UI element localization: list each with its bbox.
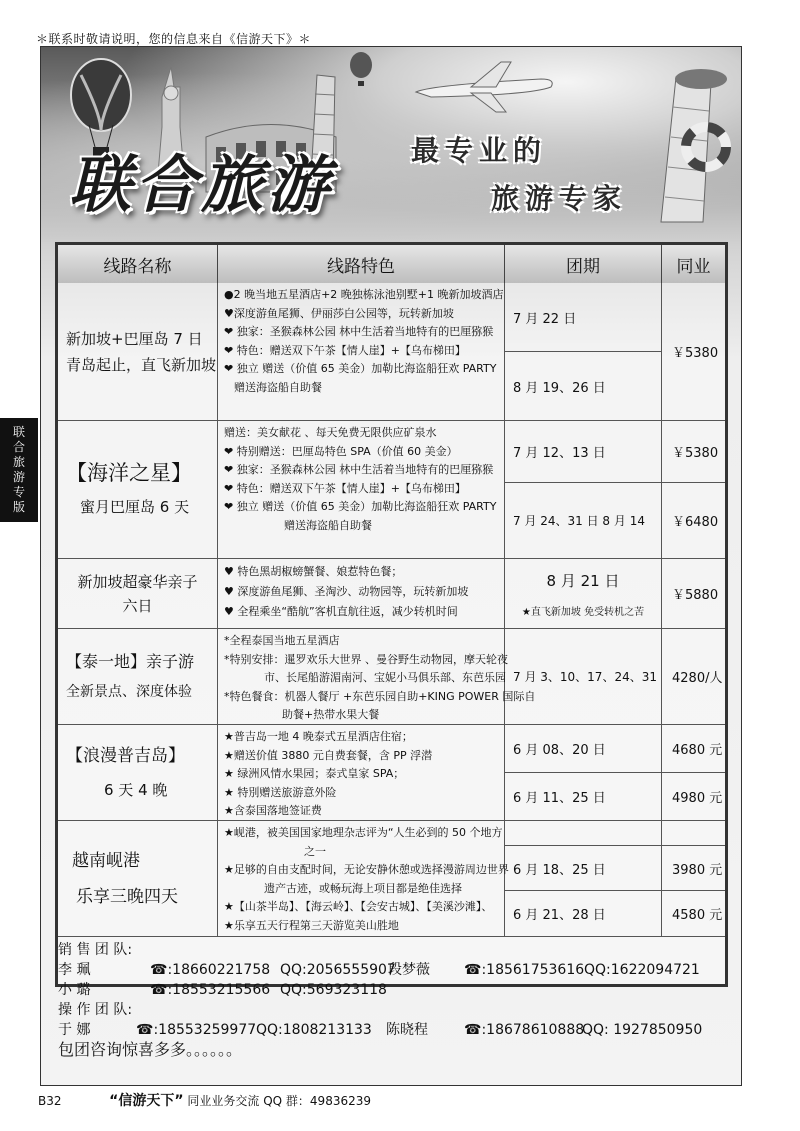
feature-line: ❤ 独家：圣猴森林公园 林中生活着当地特有的巴厘猕猴 xyxy=(224,463,494,476)
contact-phone: ☎:18561753616 xyxy=(464,962,585,978)
ops-heading: 操 作 团 队: xyxy=(58,1002,133,1018)
tour-date: 6 月 08、20 日 xyxy=(505,725,662,773)
header-dates: 团期 xyxy=(505,245,662,283)
feature-line: ★【山茶半岛】、【海云岭】、【会安古城】、【美溪沙滩】、 xyxy=(224,900,493,913)
feature-line: 赠送：美女献花 、每天免费无限供应矿泉水 xyxy=(224,426,437,439)
tour-price: 3980 元 xyxy=(662,845,725,891)
feature-line: ♥ 深度游鱼尾狮、圣淘沙、动物园等，玩转新加坡 xyxy=(224,585,469,598)
tour-price: 4580 元 xyxy=(662,891,725,937)
header-price: 同业 xyxy=(662,245,725,283)
route-name-line: 全新景点、深度体验 xyxy=(66,683,192,700)
tour-date: 7 月 3、10、17、24、31 xyxy=(505,629,662,725)
tour-date: 6 月 21、28 日 xyxy=(505,891,662,937)
feature-line: ♥深度游鱼尾狮、伊丽莎白公园等，玩转新加坡 xyxy=(224,306,454,320)
feature-line: 赠送海盗船自助餐 xyxy=(234,380,322,394)
page-frame xyxy=(40,46,742,1086)
tour-price: ￥5380 xyxy=(662,283,725,421)
feature-line: ♥ 全程乘坐“酷航”客机直航往返，减少转机时间 xyxy=(224,605,458,618)
contact-phone: ☎:18678610888 xyxy=(464,1022,585,1038)
contact-qq: QQ: 1927850950 xyxy=(582,1022,703,1038)
contact-qq: QQ:1808213133 xyxy=(256,1022,372,1038)
date-spacer xyxy=(505,821,662,845)
route-name-line: 蜜月巴厘岛 6 天 xyxy=(80,497,190,516)
side-tab-char: 专 xyxy=(12,485,25,499)
contact-phone: ☎:18553259977 xyxy=(136,1022,257,1038)
side-tab xyxy=(0,418,38,522)
tour-date-cell xyxy=(505,559,662,629)
feature-line: *特别安排：暹罗欢乐大世界 、曼谷野生动物园，摩天轮夜 xyxy=(224,652,508,666)
tour-price: 4680 元 xyxy=(662,725,725,773)
small-balloon-icon xyxy=(346,51,376,91)
contact-qq: QQ:1622094721 xyxy=(584,962,700,978)
route-features xyxy=(218,421,505,559)
side-tab-char: 联 xyxy=(12,425,25,439)
feature-line: 市、长尾船游湄南河、宝妮小马俱乐部、东芭乐园 xyxy=(264,671,506,684)
contact-name: 小 璐 xyxy=(58,982,91,998)
route-features xyxy=(218,559,505,629)
closing-text: 包团咨询惊喜多多。。。。。。 xyxy=(58,1040,243,1059)
contact-qq: QQ:2056555907 xyxy=(280,962,396,978)
contacts xyxy=(58,940,738,1060)
tour-date: 8 月 19、26 日 xyxy=(505,352,662,421)
tour-price: 4980 元 xyxy=(662,773,725,821)
feature-line: ●2 晚当地五星酒店+2 晚独栋泳池别墅+1 晚新加坡酒店 xyxy=(224,288,504,301)
contact-phone: ☎:18660221758 xyxy=(150,962,271,978)
tour-price: 4280/人 xyxy=(662,629,725,725)
feature-line: 之一 xyxy=(304,844,326,858)
route-name-line: 【泰一地】亲子游 xyxy=(66,651,195,671)
tour-date: 7 月 24、31 日 8 月 14 xyxy=(505,483,662,559)
tour-date: 6 月 11、25 日 xyxy=(505,773,662,821)
side-tab-char: 版 xyxy=(12,500,25,514)
feature-line: ❤ 独立 赠送（价值 65 美金）加勒比海盗船狂欢 PARTY xyxy=(224,500,497,513)
route-name xyxy=(58,821,218,937)
tour-price: ￥5880 xyxy=(662,559,725,629)
feature-line: ★ 特別赠送旅游意外险 xyxy=(224,785,337,799)
feature-line: *特色餐食：机器人餐厅 +东芭乐园自助+KING POWER 国际自 xyxy=(224,689,536,703)
tour-price: ￥5380 xyxy=(662,421,725,483)
feature-line: ★含泰国落地签证费 xyxy=(224,804,322,817)
feature-line: ★足够的自由支配时间，无论安静休憩或选择漫游周边世界 xyxy=(224,863,509,876)
contact-name: 于 娜 xyxy=(58,1022,91,1038)
route-name-line: 越南岘港 xyxy=(72,850,140,871)
contact-qq: QQ:569323118 xyxy=(280,982,387,998)
route-table xyxy=(55,242,728,987)
feature-line: ★乐享五天行程第三天游览美山胜地 xyxy=(224,918,399,932)
brand-title: 联合旅游 xyxy=(69,148,334,221)
route-name xyxy=(58,725,218,821)
route-name-line: 六日 xyxy=(122,596,153,615)
tour-price: ￥6480 xyxy=(662,483,725,559)
route-name-line: 乐享三晚四天 xyxy=(76,886,178,907)
contact-name: 陈晓程 xyxy=(386,1022,428,1038)
page-number: B32 xyxy=(38,1094,62,1108)
feature-line: ★ 绿洲风情水果园；泰式皇家 SPA； xyxy=(224,767,405,780)
slogan-line1: 最专业的 xyxy=(411,134,548,167)
contact-name: 段梦薇 xyxy=(388,962,430,978)
feature-line: ❤ 特色：赠送双下午茶【情人崖】+【乌布梯田】 xyxy=(224,481,466,495)
tour-date: 7 月 22 日 xyxy=(505,283,662,352)
footer-brand: “信游天下” xyxy=(109,1093,184,1109)
feature-line: *全程泰国当地五星酒店 xyxy=(224,634,340,647)
airplane-icon xyxy=(411,57,561,117)
top-note: ＊联系时敬请说明，您的信息来自《信游天下》＊ xyxy=(36,32,312,46)
side-tab-char: 旅 xyxy=(12,455,25,469)
sales-heading: 销 售 团 队: xyxy=(58,942,133,958)
tour-date-note: ★直飞新加坡 免受转机之苦 xyxy=(521,606,645,618)
route-name-line: 青岛起止，直飞新加坡 xyxy=(66,355,217,374)
tour-date: 7 月 12、13 日 xyxy=(505,421,662,483)
feature-line: ★岘港，被美国国家地理杂志评为“人生必到的 50 个地方 xyxy=(224,826,503,839)
feature-line: ❤ 特色：赠送双下午茶【情人崖】+【乌布梯田】 xyxy=(224,343,466,357)
route-name-line: 【海洋之星】 xyxy=(66,460,192,485)
route-name xyxy=(58,421,218,559)
feature-line: ♥ 特色黑胡椒螃蟹餐、娘惹特色餐； xyxy=(224,565,403,578)
header-route-features: 线路特色 xyxy=(218,245,505,283)
feature-line: ❤ 特别赠送：巴厘岛特色 SPA（价值 60 美金） xyxy=(224,444,458,458)
route-features xyxy=(218,725,505,821)
price-spacer xyxy=(662,821,725,845)
route-features xyxy=(218,821,509,937)
feature-line: 赠送海盗船自助餐 xyxy=(284,518,372,532)
banner xyxy=(41,47,741,242)
route-name xyxy=(58,629,218,725)
feature-line: ❤ 独立 赠送（价值 65 美金）加勒比海盗船狂欢 PARTY xyxy=(224,362,497,375)
route-features xyxy=(218,283,505,421)
side-tab-char: 合 xyxy=(12,440,25,454)
route-name-line: 新加坡+巴厘岛 7 日 xyxy=(66,329,203,348)
feature-line: 助餐+热带水果大餐 xyxy=(282,708,380,721)
route-name xyxy=(58,283,218,421)
feature-line: ★赠送价值 3880 元自费套餐，含 PP 浮潜 xyxy=(224,748,433,762)
route-name-line: 新加坡超豪华亲子 xyxy=(77,572,198,591)
route-name-line: 6 天 4 晚 xyxy=(104,780,168,799)
route-features xyxy=(218,629,536,725)
feature-line: ★普吉岛一地 4 晚泰式五星酒店住宿； xyxy=(224,730,413,743)
route-name-line: 【浪漫普吉岛】 xyxy=(66,745,185,766)
contact-phone: ☎:18553215566 xyxy=(150,982,271,998)
header-route-name: 线路名称 xyxy=(58,245,218,283)
footer xyxy=(38,1090,371,1110)
slogan-line2: 旅游专家 xyxy=(491,182,628,215)
feature-line: 遗产古迹，或畅玩海上项目都是绝佳选择 xyxy=(264,881,462,895)
tour-date: 8 月 21 日 xyxy=(546,571,620,590)
contact-name: 李 珮 xyxy=(58,962,91,978)
route-name xyxy=(58,559,218,629)
tour-date: 6 月 18、25 日 xyxy=(505,845,662,891)
footer-text: 同业业务交流 QQ 群：49836239 xyxy=(187,1094,372,1108)
side-tab-char: 游 xyxy=(12,470,25,484)
life-ring-icon xyxy=(681,117,731,177)
feature-line: ❤ 独家：圣猴森林公园 林中生活着当地特有的巴厘猕猴 xyxy=(224,325,494,338)
